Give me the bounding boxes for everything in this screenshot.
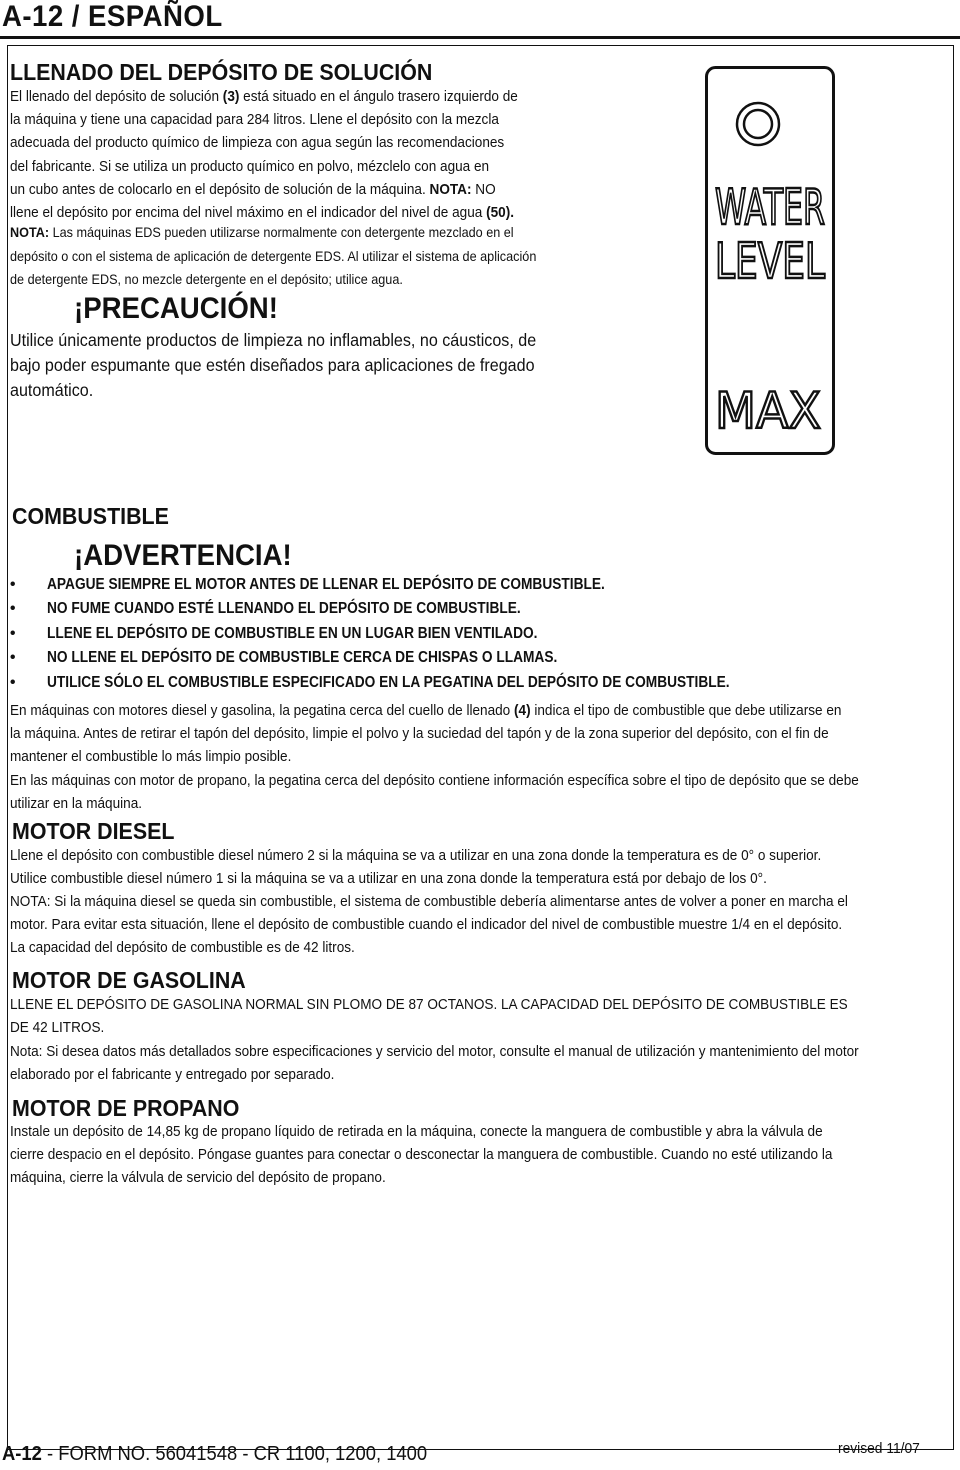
caution-text — [10, 328, 562, 403]
text-line: del fabricante. Si se utiliza un producto químico en polvo, mézclelo con agua en — [10, 158, 490, 175]
header-rule — [0, 36, 960, 39]
gasoline-paragraph — [10, 994, 949, 1040]
text-line: Llene el depósito con combustible diesel número 2 si la máquina se va a utilizar en una zona donde la temperatura es de 0° o superior. — [10, 848, 822, 864]
text-line: LLENE EL DEPÓSITO DE GASOLINA NORMAL SIN PLOMO DE 87 OCTANOS. LA CAPACIDAD DEL DEPÓSITO DE COMBUSTIBLE ES — [10, 997, 848, 1013]
fuel-paragraph-1 — [10, 700, 949, 770]
list-item: • LLENE EL DEPÓSITO DE COMBUSTIBLE EN UN LUGAR BIEN VENTILADO. — [10, 624, 538, 642]
text-line: cierre despacio en el depósito. Póngase guantes para conectar o desconectar la manguera de combustible. Cuando no esté utilizando la — [10, 1147, 833, 1164]
text-line: DE 42 LITROS. — [10, 1020, 105, 1037]
page-title: A-12 / ESPAÑOL — [2, 0, 223, 33]
section-title-propane: MOTOR DE PROPANO — [12, 1095, 240, 1121]
text-line: La capacidad del depósito de combustible es de 42 litros. — [10, 940, 355, 957]
diesel-paragraph — [10, 845, 949, 891]
solution-tank-paragraph — [10, 86, 587, 225]
propane-paragraph — [10, 1121, 949, 1191]
text-line: Utilice combustible diesel número 1 si la máquina se va a utilizar en una zona donde la temperatura está por debajo de los 0°. — [10, 871, 767, 888]
text-line: En máquinas con motores diesel y gasolina, la pegatina cerca del cuello de llenado (4) indica el tipo de combustible que debe utilizarse en — [10, 703, 842, 719]
eds-note-paragraph — [10, 221, 587, 292]
text-line: NOTA: Las máquinas EDS pueden utilizarse normalmente con detergente mezclado en el — [10, 225, 514, 240]
text-line: máquina, cierre la válvula de servicio del depósito de propano. — [10, 1170, 386, 1187]
text-line: El llenado del depósito de solución (3) está situado en el ángulo trasero izquierdo de — [10, 89, 518, 105]
text-line: motor. Para evitar esta situación, llene el depósito de combustible cuando el indicador del nivel de combustible muestre 1/4 en el depósito. — [10, 917, 843, 934]
text-line: llene el depósito por encima del nivel máximo en el indicador del nivel de agua (50). — [10, 205, 514, 222]
text-line: depósito o con el sistema de aplicación de detergente EDS. Al utilizar el sistema de aplicación — [10, 248, 537, 264]
text-line: un cubo antes de colocarlo en el depósito de solución de la máquina. NOTA: NO — [10, 181, 496, 198]
warning-list — [10, 576, 940, 698]
gasoline-note — [10, 1041, 949, 1087]
footer-form-number: A-12 - FORM NO. 56041548 - CR 1100, 1200, 1400 — [2, 1443, 428, 1465]
list-item: • NO FUME CUANDO ESTÉ LLENANDO EL DEPÓSITO DE COMBUSTIBLE. — [10, 600, 521, 618]
text-line: bajo poder espumante que estén diseñados para aplicaciones de fregado — [10, 355, 535, 375]
text-line: elaborado por el fabricante y entregado por separado. — [10, 1067, 335, 1084]
text-line: adecuada del producto químico de limpieza con agua según las recomendaciones — [10, 135, 505, 152]
text-line: En las máquinas con motor de propano, la pegatina cerca del depósito contiene información específica sobre el tipo de depósito que se debe — [10, 773, 859, 789]
section-title-solution-tank: LLENADO DEL DEPÓSITO DE SOLUCIÓN — [10, 59, 433, 85]
water-label: WATER — [715, 179, 825, 236]
fuel-paragraph-2 — [10, 770, 949, 816]
warning-title: ¡ADVERTENCIA! — [74, 539, 292, 572]
text-line: automático. — [10, 380, 94, 400]
page-header — [0, 0, 960, 38]
text-line: Utilice únicamente productos de limpieza no inflamables, no cáusticos, de — [10, 330, 537, 350]
list-item: • APAGUE SIEMPRE EL MOTOR ANTES DE LLENAR EL DEPÓSITO DE COMBUSTIBLE. — [10, 576, 605, 593]
water-level-decal — [705, 66, 835, 455]
text-line: la máquina y tiene una capacidad para 284 litros. Llene el depósito con la mezcla — [10, 112, 499, 129]
max-label: MAX — [715, 382, 821, 440]
list-item: • UTILICE SÓLO EL COMBUSTIBLE ESPECIFICADO EN LA PEGATINA DEL DEPÓSITO DE COMBUSTIBLE. — [10, 673, 730, 691]
level-label: LEVEL — [715, 233, 826, 290]
list-item: • NO LLENE EL DEPÓSITO DE COMBUSTIBLE CERCA DE CHISPAS O LLAMAS. — [10, 649, 558, 667]
section-title-diesel: MOTOR DIESEL — [12, 818, 175, 844]
text-line: de detergente EDS, no mezcle detergente en el depósito; utilice agua. — [10, 272, 403, 288]
diesel-note — [10, 891, 949, 961]
text-line: NOTA: Si la máquina diesel se queda sin combustible, el sistema de combustible debería alimentarse antes de volver a poner en marcha el — [10, 894, 848, 910]
text-line: utilizar en la máquina. — [10, 796, 143, 813]
footer-revision: revised 11/07 — [838, 1440, 920, 1457]
text-line: mantener el combustible lo más limpio posible. — [10, 749, 292, 766]
text-line: Instale un depósito de 14,85 kg de propano líquido de retirada en la máquina, conecte la manguera de combustible y abra la válvula de — [10, 1124, 823, 1140]
section-title-fuel: COMBUSTIBLE — [12, 503, 169, 529]
caution-title: ¡PRECAUCIÓN! — [74, 292, 278, 325]
text-line: la máquina. Antes de retirar el tapón del depósito, limpie el polvo y la suciedad del tapón y de la zona superior del depósito, con el fin de — [10, 726, 829, 743]
text-line: Nota: Si desea datos más detallados sobre especificaciones y servicio del motor, consulte el manual de utilización y mantenimiento del motor — [10, 1044, 859, 1060]
section-title-gasoline: MOTOR DE GASOLINA — [12, 967, 246, 993]
